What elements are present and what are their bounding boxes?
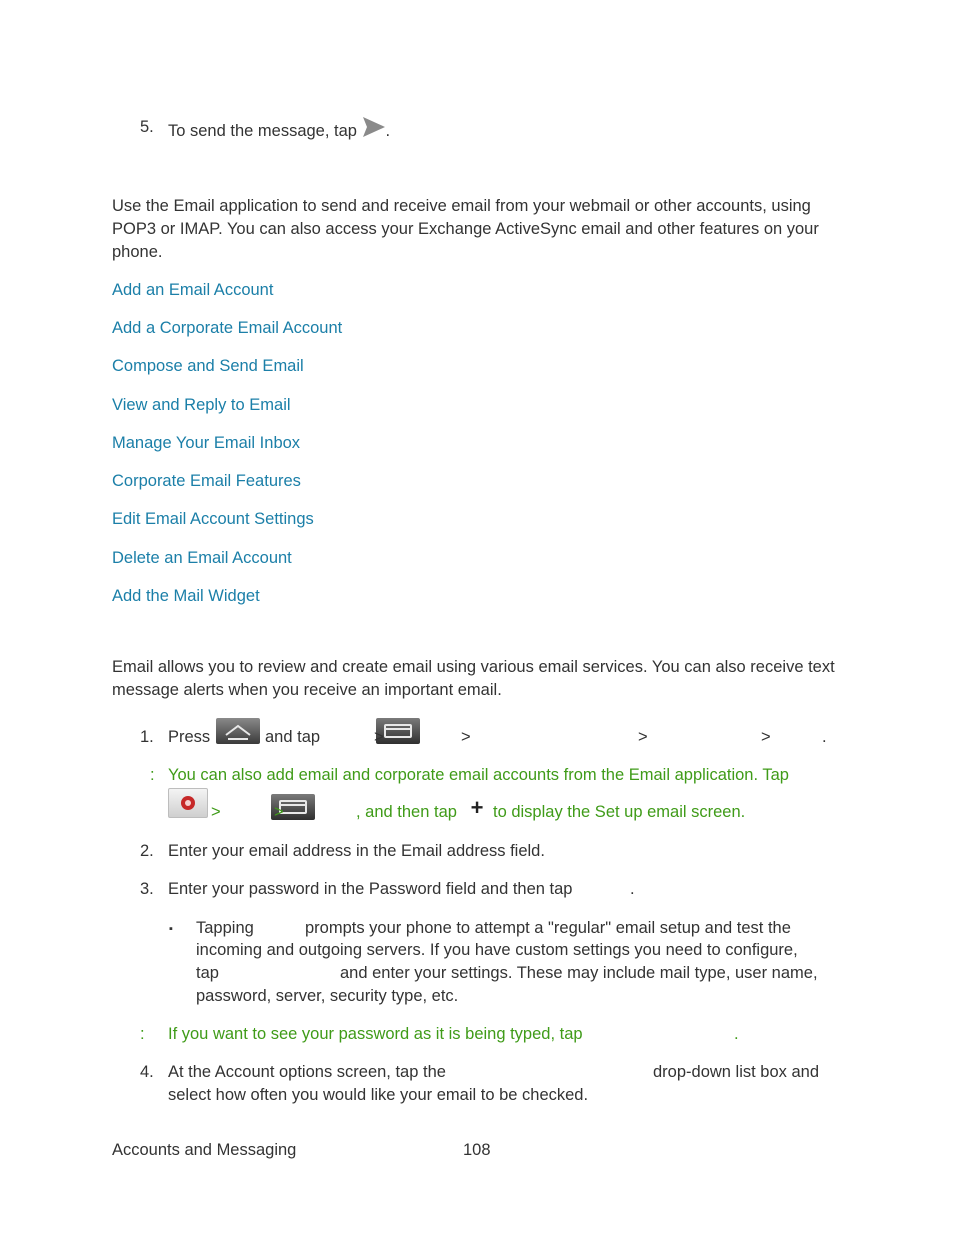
step-number: 1. [140, 728, 154, 746]
tip-colon: : [140, 1025, 145, 1043]
intro-paragraph: Use the Email application to send and receive email from your webmail or other accounts, using POP3 or IMAP. You can also access your Exchange ActiveSync email and other features on your phone. [112, 197, 819, 261]
link-manage-inbox[interactable]: Manage Your Email Inbox [112, 434, 301, 452]
tip-1-line-2: > > , and then tap + to display the Set up email screen. [168, 788, 858, 822]
link-delete-account[interactable]: Delete an Email Account [112, 549, 292, 567]
step-5-text: To send the message, tap [168, 122, 357, 140]
plus-icon: + [470, 795, 484, 820]
home-key-icon [216, 718, 260, 744]
bullet-line-1b: prompts your phone to attempt a "regular" email setup and test the [305, 919, 791, 937]
step-4-line-2: select how often you would like your email to be checked. [168, 1086, 589, 1104]
step-1: Press and tap > > > > . [168, 718, 848, 750]
step-number: 2. [140, 842, 154, 860]
link-corporate-features[interactable]: Corporate Email Features [112, 472, 301, 490]
link-compose-send-email[interactable]: Compose and Send Email [112, 357, 304, 375]
step-number: 5. [140, 118, 154, 136]
bullet-line-1a: Tapping [196, 919, 254, 937]
link-edit-account-settings[interactable]: Edit Email Account Settings [112, 510, 314, 528]
link-add-email-account[interactable]: Add an Email Account [112, 281, 274, 299]
bullet-line-3a: tap [196, 964, 219, 982]
bullet-line-3b: and enter your settings. These may include mail type, user name, [340, 964, 818, 982]
tip-1-line-1: You can also add email and corporate email accounts from the Email application. Tap [168, 766, 789, 784]
step-text: To send the message, tap . [168, 116, 390, 143]
tip-colon: : [150, 766, 155, 784]
bullet-line-4: password, server, security type, etc. [196, 987, 459, 1005]
bullet-mark: ▪ [169, 923, 173, 935]
link-view-reply-email[interactable]: View and Reply to Email [112, 396, 291, 414]
step-2-text: Enter your email address in the Email address field. [168, 842, 545, 860]
step-4-line-1b: drop-down list box and [653, 1063, 820, 1081]
step-number: 4. [140, 1063, 154, 1081]
bullet-line-2: incoming and outgoing servers. If you have custom settings you need to configure, [196, 941, 798, 959]
step-4-line-1a: At the Account options screen, tap the [168, 1063, 446, 1081]
page-number: 108 [463, 1141, 491, 1159]
email-app-icon [168, 788, 208, 818]
footer-section-title: Accounts and Messaging [112, 1141, 297, 1159]
link-add-corporate-email-account[interactable]: Add a Corporate Email Account [112, 319, 343, 337]
tip-2-text: If you want to see your password as it is being typed, tap [168, 1025, 583, 1043]
step-3-text: Enter your password in the Password field and then tap [168, 880, 573, 898]
step-number: 3. [140, 880, 154, 898]
send-icon [362, 116, 386, 138]
add-account-paragraph: Email allows you to review and create email using various email services. You can also receive text message alerts when you receive an important email. [112, 658, 835, 699]
link-add-mail-widget[interactable]: Add the Mail Widget [112, 587, 260, 605]
